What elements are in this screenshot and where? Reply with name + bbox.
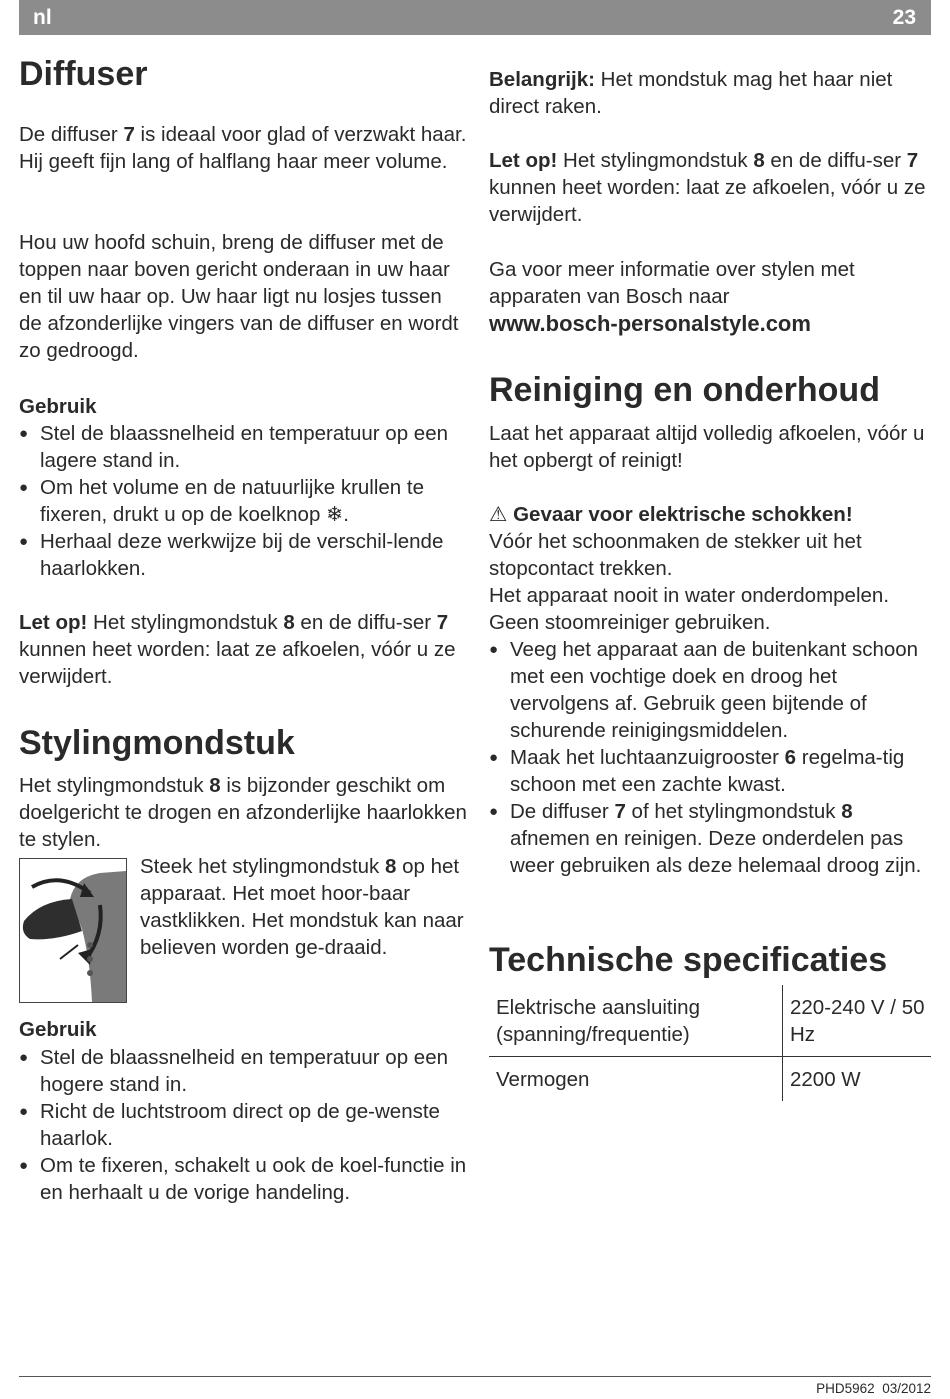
specs-table bbox=[489, 985, 931, 1101]
diffuser-usage-list bbox=[19, 420, 467, 582]
snowflake-icon: ❄ bbox=[326, 503, 344, 526]
shock-warning-heading: ⚠ Gevaar voor elektrische schokken! bbox=[489, 503, 853, 526]
cleaning-title: Reiniging en onderhoud bbox=[489, 371, 880, 409]
diffuser-title: Diffuser bbox=[19, 55, 148, 93]
page-number: 23 bbox=[892, 6, 916, 29]
diffuser-instructions: Hou uw hoofd schuin, breng de diffuser met de toppen naar boven gericht onderaan in uw haar en til uw haar op. Uw haar ligt nu losjes tussen de afzonderlijke vingers van de diffuser en wordt zo gedroogd. bbox=[19, 231, 459, 362]
website-link[interactable]: www.bosch-personalstyle.com bbox=[489, 311, 811, 336]
cleaning-list bbox=[489, 636, 931, 879]
table-row bbox=[489, 985, 931, 1057]
page-footer bbox=[816, 1381, 931, 1396]
diffuser-caution: Let op! Het stylingmondstuk 8 en de diffu-ser 7 kunnen heet worden: laat ze afkoelen, vóór u ze verwijdert. bbox=[19, 611, 456, 688]
spec-value: 220-240 V / 50 Hz bbox=[783, 985, 932, 1057]
list-item: ● De diffuser 7 of het stylingmondstuk 8 afnemen en reinigen. Deze onderdelen pas weer gebruiken als deze helemaal droog zijn. bbox=[489, 800, 922, 877]
warning-icon: ⚠ bbox=[489, 503, 508, 526]
styling-nozzle-illustration bbox=[19, 858, 127, 1003]
page-header bbox=[19, 0, 931, 35]
styling-usage-heading: Gebruik bbox=[19, 1018, 97, 1041]
diffuser-intro: De diffuser 7 is ideaal voor glad of verzwakt haar. Hij geeft fijn lang of halflang haar meer volume. bbox=[19, 123, 467, 173]
styling-intro: Het stylingmondstuk 8 is bijzonder geschikt om doelgericht te drogen en afzonderlijke haarlokken te stylen. bbox=[19, 774, 467, 851]
shock-warning-text: Vóór het schoonmaken de stekker uit het stopcontact trekken. Het apparaat nooit in water onderdompelen. Geen stoomreiniger gebruiken. bbox=[489, 530, 890, 634]
list-item: ● Richt de luchtstroom direct op de ge-wenste haarlok. bbox=[19, 1100, 440, 1150]
styling-title: Stylingmondstuk bbox=[19, 724, 295, 762]
right-caution: Let op! Het stylingmondstuk 8 en de diffu-ser 7 kunnen heet worden: laat ze afkoelen, vóór u ze verwijdert. bbox=[489, 149, 926, 226]
model-number: PHD5962 bbox=[816, 1381, 875, 1396]
footer-divider bbox=[19, 1376, 931, 1377]
list-item: ● Stel de blaassnelheid en temperatuur op een hogere stand in. bbox=[19, 1046, 449, 1096]
specs-title: Technische specificaties bbox=[489, 941, 888, 979]
list-item: ● Om het volume en de natuurlijke krullen te fixeren, drukt u op de koelknop ❄. bbox=[19, 476, 425, 526]
table-row bbox=[489, 1057, 931, 1102]
list-item: ● Veeg het apparaat aan de buitenkant schoon met een vochtige doek en droog het vervolgens af. Gebruik geen bijtende of schurende reinigingsmiddelen. bbox=[489, 638, 919, 742]
styling-attach-instructions: Steek het stylingmondstuk 8 op het apparaat. Het moet hoor-baar vastklikken. Het mondstuk kan naar believen worden ge-draaid. bbox=[140, 855, 464, 959]
spec-label: Vermogen bbox=[496, 1068, 590, 1091]
spec-label: Elektrische aansluiting (spanning/frequentie) bbox=[489, 985, 783, 1057]
list-item: ● Herhaal deze werkwijze bij de verschil-lende haarlokken. bbox=[19, 530, 444, 580]
list-item: ● Maak het luchtaanzuigrooster 6 regelma-tig schoon met een zachte kwast. bbox=[489, 746, 905, 796]
language-code: nl bbox=[33, 6, 52, 29]
cleaning-intro: Laat het apparaat altijd volledig afkoelen, vóór u het opbergt of reinigt! bbox=[489, 422, 925, 472]
important-note: Belangrijk: Het mondstuk mag het haar niet direct raken. bbox=[489, 68, 893, 118]
diffuser-usage-heading: Gebruik bbox=[19, 395, 97, 418]
more-info-text: Ga voor meer informatie over stylen met apparaten van Bosch naar www.bosch-personalstyle.com bbox=[489, 258, 855, 336]
list-item: ● Om te fixeren, schakelt u ook de koel-functie in en herhaalt u de vorige handeling. bbox=[19, 1154, 467, 1204]
print-date: 03/2012 bbox=[882, 1381, 931, 1396]
list-item: ● Stel de blaassnelheid en temperatuur op een lagere stand in. bbox=[19, 422, 449, 472]
styling-usage-list bbox=[19, 1044, 467, 1206]
spec-value: 2200 W bbox=[783, 1057, 932, 1102]
